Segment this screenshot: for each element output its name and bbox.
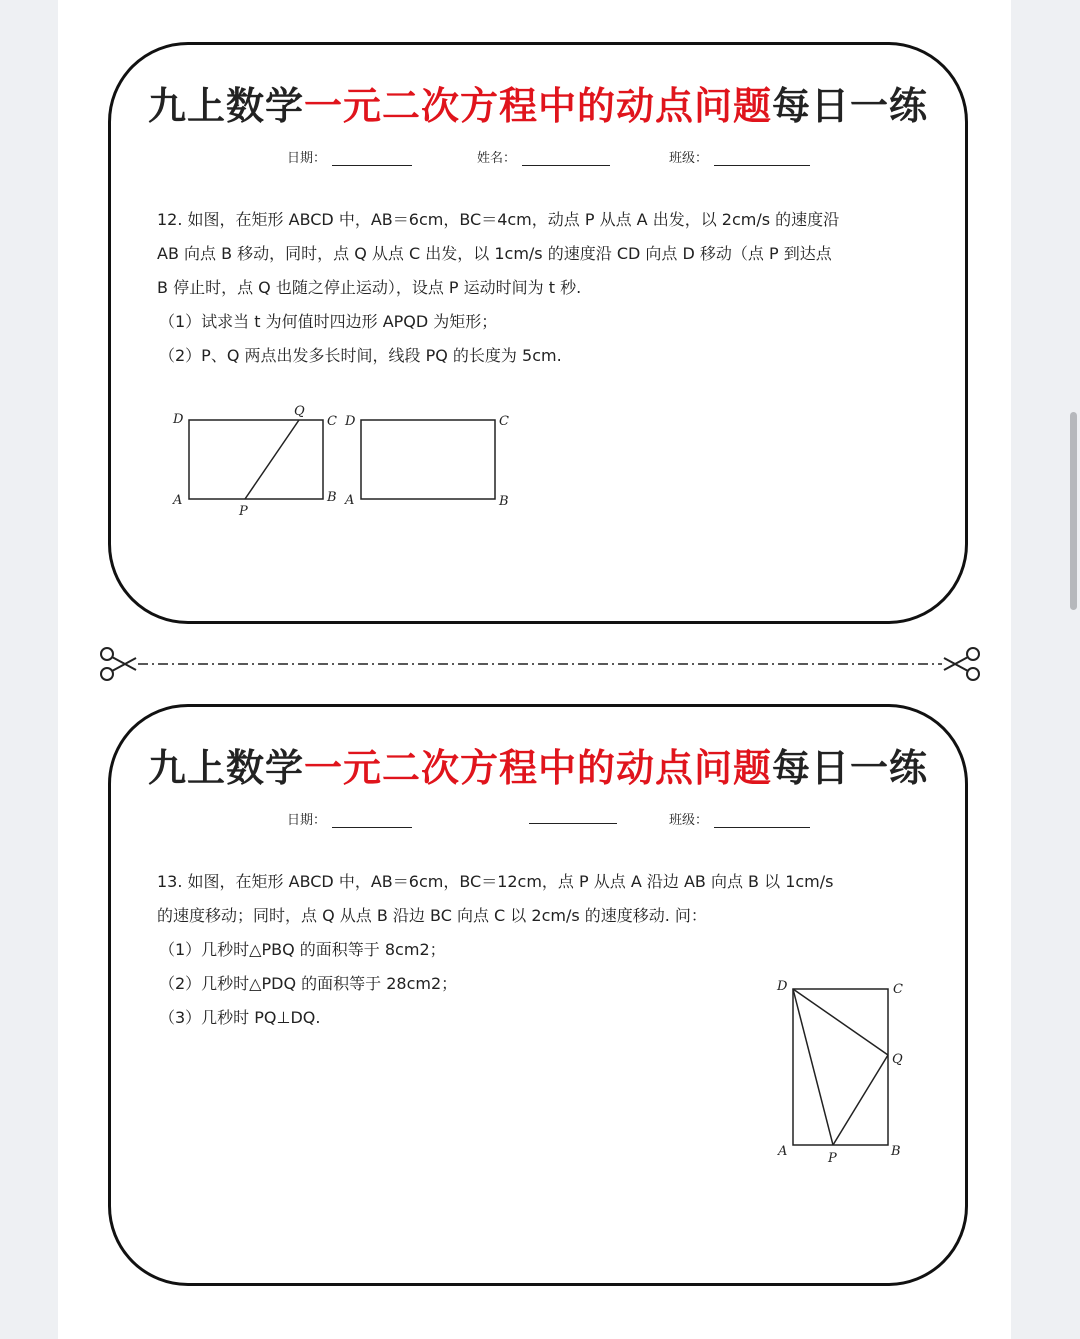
rectangle-abcd [189, 420, 323, 499]
name-blank [522, 151, 610, 166]
label-a: A [778, 1144, 788, 1159]
label-q: Q [892, 1052, 903, 1067]
name-blank [529, 809, 617, 824]
label-d: D [345, 414, 356, 429]
question-3: （3）几秒时 PQ⊥DQ. [159, 1008, 321, 1027]
label-q: Q [294, 404, 305, 419]
segment-pq [833, 1055, 888, 1145]
date-blank [332, 151, 412, 166]
class-field: 班级： [669, 147, 810, 166]
date-blank [332, 813, 412, 828]
scissors-icon-left [101, 648, 136, 680]
label-b: B [499, 494, 509, 509]
vertical-scrollbar[interactable] [1070, 412, 1077, 610]
figure-right [344, 414, 509, 509]
problem-line: 13. 如图，在矩形 ABCD 中，AB＝6cm，BC＝12cm，点 P 从点 A 沿边 AB 向点 B 以 1cm/s [157, 872, 834, 891]
class-field: 班级： [669, 809, 810, 828]
label-d: D [777, 979, 788, 994]
worksheet-title: 九上数学一元二次方程中的动点问题每日一练 [147, 83, 929, 128]
question-2: （2）几秒时△PDQ 的面积等于 28cm2； [159, 974, 458, 993]
worksheet-card-1 [108, 42, 968, 624]
name-field: 姓名： [477, 147, 610, 166]
figure-left [172, 404, 337, 519]
header-fields [111, 809, 965, 833]
worksheet-card-2 [108, 704, 968, 1286]
question-1: （1）几秒时△PBQ 的面积等于 8cm2； [159, 940, 446, 959]
class-blank [714, 151, 810, 166]
problem-line: B 停止时，点 Q 也随之停止运动），设点 P 运动时间为 t 秒. [157, 278, 582, 297]
problem-line: AB 向点 B 移动，同时，点 Q 从点 C 出发，以 1cm/s 的速度沿 CD 向点 D 移动（点 P 到达点 [157, 244, 832, 263]
name-field [523, 809, 617, 824]
problem-line: 的速度移动；同时，点 Q 从点 B 沿边 BC 向点 C 以 2cm/s 的速度移动. 问： [157, 906, 707, 925]
question-1: （1）试求当 t 为何值时四边形 APQD 为矩形； [159, 312, 498, 331]
label-b: B [891, 1144, 901, 1159]
question-2: （2）P、Q 两点出发多长时间，线段 PQ 的长度为 5cm. [159, 346, 562, 365]
problem-line: 12. 如图，在矩形 ABCD 中，AB＝6cm，BC＝4cm，动点 P 从点 A 出发，以 2cm/s 的速度沿 [157, 210, 840, 229]
label-b: B [327, 490, 337, 505]
scissors-icon-right [944, 648, 979, 680]
problem-12 [157, 203, 925, 373]
cut-line [98, 646, 982, 682]
label-p: P [239, 504, 248, 519]
problem-13-figure [771, 975, 921, 1167]
label-p: P [828, 1151, 837, 1166]
date-field: 日期： [287, 809, 412, 828]
problem-12-figures [165, 395, 525, 525]
class-blank [714, 813, 810, 828]
label-c: C [327, 414, 337, 429]
segment-pq [245, 420, 299, 499]
label-c: C [893, 982, 903, 997]
label-a: A [173, 493, 183, 508]
rectangle-abcd-blank [361, 420, 495, 499]
label-c: C [499, 414, 509, 429]
label-a: A [345, 493, 355, 508]
rectangle-abcd [793, 989, 888, 1145]
date-field: 日期： [287, 147, 412, 166]
worksheet-title: 九上数学一元二次方程中的动点问题每日一练 [147, 745, 929, 790]
header-fields [111, 147, 965, 171]
label-d: D [173, 412, 184, 427]
